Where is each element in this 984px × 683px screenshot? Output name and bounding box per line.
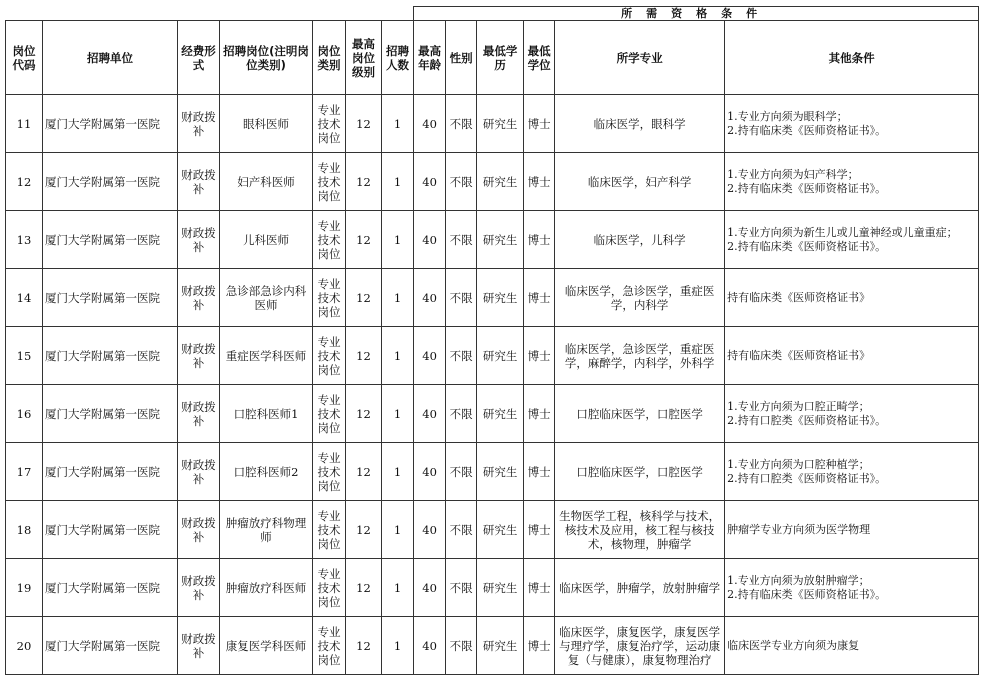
cell-gender: 不限: [446, 211, 477, 269]
cell-category: 专业技术岗位: [313, 501, 346, 559]
cell-gender: 不限: [446, 269, 477, 327]
cell-education: 研究生: [477, 501, 524, 559]
cell-unit: 厦门大学附属第一医院: [43, 501, 178, 559]
cell-age: 40: [414, 327, 446, 385]
cell-category: 专业技术岗位: [313, 327, 346, 385]
cell-code: 13: [6, 211, 43, 269]
cell-unit: 厦门大学附属第一医院: [43, 617, 178, 675]
cell-category: 专业技术岗位: [313, 153, 346, 211]
cell-level: 12: [346, 501, 382, 559]
cell-age: 40: [414, 385, 446, 443]
cell-level: 12: [346, 269, 382, 327]
cell-level: 12: [346, 211, 382, 269]
column-header-code: 岗位代码: [6, 21, 43, 95]
cell-degree: 博士: [524, 269, 555, 327]
cell-age: 40: [414, 617, 446, 675]
other-condition-line: 持有临床类《医师资格证书》: [727, 348, 871, 362]
column-header-count: 招聘人数: [382, 21, 414, 95]
table-row: [6, 269, 979, 327]
cell-code: 18: [6, 501, 43, 559]
cell-count: 1: [382, 559, 414, 617]
column-header-education: 最低学历: [477, 21, 524, 95]
cell-education: 研究生: [477, 95, 524, 153]
table-body: [6, 95, 979, 675]
cell-level: 12: [346, 443, 382, 501]
cell-gender: 不限: [446, 559, 477, 617]
cell-category: 专业技术岗位: [313, 95, 346, 153]
cell-fund: 财政拨补: [178, 95, 220, 153]
column-header-gender: 性别: [446, 21, 477, 95]
column-header-position: 招聘岗位(注明岗位类别): [220, 21, 313, 95]
cell-category: 专业技术岗位: [313, 385, 346, 443]
other-condition-line: 2.持有临床类《医师资格证书》。: [727, 239, 887, 253]
cell-fund: 财政拨补: [178, 269, 220, 327]
other-condition-line: 1.专业方向须为妇产科学；: [727, 167, 859, 181]
cell-unit: 厦门大学附属第一医院: [43, 327, 178, 385]
cell-position: 儿科医师: [220, 211, 313, 269]
table-row: [6, 95, 979, 153]
cell-level: 12: [346, 95, 382, 153]
cell-code: 11: [6, 95, 43, 153]
cell-other: [725, 385, 979, 443]
cell-level: 12: [346, 617, 382, 675]
table-row: [6, 559, 979, 617]
cell-age: 40: [414, 211, 446, 269]
cell-position: 口腔科医师1: [220, 385, 313, 443]
cell-unit: 厦门大学附属第一医院: [43, 443, 178, 501]
cell-category: 专业技术岗位: [313, 443, 346, 501]
cell-education: 研究生: [477, 327, 524, 385]
cell-major: 临床医学，急诊医学，重症医学，麻醉学，内科学，外科学: [555, 327, 725, 385]
cell-major: 口腔临床医学，口腔医学: [555, 385, 725, 443]
column-header-row: [6, 21, 979, 95]
cell-education: 研究生: [477, 559, 524, 617]
cell-unit: 厦门大学附属第一医院: [43, 153, 178, 211]
cell-degree: 博士: [524, 559, 555, 617]
cell-degree: 博士: [524, 617, 555, 675]
cell-degree: 博士: [524, 327, 555, 385]
cell-major: 临床医学，眼科学: [555, 95, 725, 153]
other-condition-line: 2.持有口腔类《医师资格证书》。: [727, 471, 887, 485]
cell-age: 40: [414, 501, 446, 559]
cell-degree: 博士: [524, 211, 555, 269]
cell-education: 研究生: [477, 617, 524, 675]
cell-education: 研究生: [477, 269, 524, 327]
cell-count: 1: [382, 385, 414, 443]
column-header-level: 最高岗位级别: [346, 21, 382, 95]
cell-count: 1: [382, 327, 414, 385]
cell-education: 研究生: [477, 385, 524, 443]
cell-fund: 财政拨补: [178, 617, 220, 675]
other-condition-line: 2.持有临床类《医师资格证书》。: [727, 123, 887, 137]
cell-level: 12: [346, 559, 382, 617]
column-header-fund: 经费形式: [178, 21, 220, 95]
cell-code: 14: [6, 269, 43, 327]
cell-count: 1: [382, 95, 414, 153]
cell-fund: 财政拨补: [178, 211, 220, 269]
cell-gender: 不限: [446, 443, 477, 501]
cell-position: 眼科医师: [220, 95, 313, 153]
header-blank: [6, 7, 414, 21]
cell-category: 专业技术岗位: [313, 617, 346, 675]
cell-education: 研究生: [477, 443, 524, 501]
cell-other: [725, 95, 979, 153]
cell-unit: 厦门大学附属第一医院: [43, 269, 178, 327]
cell-gender: 不限: [446, 95, 477, 153]
cell-other: [725, 443, 979, 501]
cell-other: [725, 327, 979, 385]
qualification-group-header: 所需资格条件: [414, 7, 979, 21]
cell-position: 急诊部急诊内科医师: [220, 269, 313, 327]
cell-major: 生物医学工程，核科学与技术，核技术及应用，核工程与核技术，核物理，肿瘤学: [555, 501, 725, 559]
other-condition-line: 2.持有临床类《医师资格证书》。: [727, 181, 887, 195]
cell-count: 1: [382, 211, 414, 269]
cell-count: 1: [382, 617, 414, 675]
cell-age: 40: [414, 95, 446, 153]
cell-degree: 博士: [524, 95, 555, 153]
cell-position: 口腔科医师2: [220, 443, 313, 501]
cell-code: 16: [6, 385, 43, 443]
cell-major: 临床医学，儿科学: [555, 211, 725, 269]
cell-degree: 博士: [524, 501, 555, 559]
cell-major: 临床医学，急诊医学，重症医学，内科学: [555, 269, 725, 327]
cell-other: [725, 559, 979, 617]
cell-age: 40: [414, 443, 446, 501]
cell-age: 40: [414, 269, 446, 327]
cell-other: [725, 153, 979, 211]
cell-major: 临床医学，肿瘤学，放射肿瘤学: [555, 559, 725, 617]
cell-position: 妇产科医师: [220, 153, 313, 211]
cell-level: 12: [346, 327, 382, 385]
cell-gender: 不限: [446, 153, 477, 211]
column-header-age: 最高年龄: [414, 21, 446, 95]
cell-age: 40: [414, 153, 446, 211]
cell-gender: 不限: [446, 617, 477, 675]
cell-level: 12: [346, 153, 382, 211]
cell-level: 12: [346, 385, 382, 443]
other-condition-line: 2.持有临床类《医师资格证书》。: [727, 587, 887, 601]
cell-fund: 财政拨补: [178, 443, 220, 501]
cell-code: 12: [6, 153, 43, 211]
other-condition-line: 持有临床类《医师资格证书》: [727, 290, 871, 304]
cell-education: 研究生: [477, 153, 524, 211]
cell-major: 临床医学，妇产科学: [555, 153, 725, 211]
cell-other: [725, 211, 979, 269]
column-header-category: 岗位类别: [313, 21, 346, 95]
column-header-other: 其他条件: [725, 21, 979, 95]
table-row: [6, 617, 979, 675]
cell-count: 1: [382, 153, 414, 211]
cell-fund: 财政拨补: [178, 501, 220, 559]
table-row: [6, 385, 979, 443]
cell-fund: 财政拨补: [178, 327, 220, 385]
cell-code: 19: [6, 559, 43, 617]
cell-gender: 不限: [446, 501, 477, 559]
column-header-degree: 最低学位: [524, 21, 555, 95]
cell-code: 20: [6, 617, 43, 675]
cell-position: 肿瘤放疗科物理师: [220, 501, 313, 559]
cell-count: 1: [382, 501, 414, 559]
column-header-unit: 招聘单位: [43, 21, 178, 95]
cell-count: 1: [382, 269, 414, 327]
other-condition-line: 1.专业方向须为放射肿瘤学；: [727, 573, 870, 587]
cell-degree: 博士: [524, 153, 555, 211]
table-row: [6, 327, 979, 385]
cell-degree: 博士: [524, 443, 555, 501]
cell-category: 专业技术岗位: [313, 269, 346, 327]
cell-age: 40: [414, 559, 446, 617]
cell-fund: 财政拨补: [178, 559, 220, 617]
cell-fund: 财政拨补: [178, 385, 220, 443]
cell-major: 临床医学，康复医学，康复医学与理疗学，康复治疗学，运动康复（与健康），康复物理治疗: [555, 617, 725, 675]
cell-education: 研究生: [477, 211, 524, 269]
other-condition-line: 1.专业方向须为口腔正畸学；: [727, 399, 870, 413]
cell-other: [725, 501, 979, 559]
cell-gender: 不限: [446, 327, 477, 385]
cell-count: 1: [382, 443, 414, 501]
other-condition-line: 肿瘤学专业方向须为医学物理: [727, 522, 871, 536]
table-row: [6, 501, 979, 559]
cell-position: 康复医学科医师: [220, 617, 313, 675]
cell-category: 专业技术岗位: [313, 211, 346, 269]
cell-unit: 厦门大学附属第一医院: [43, 95, 178, 153]
cell-position: 肿瘤放疗科医师: [220, 559, 313, 617]
cell-unit: 厦门大学附属第一医院: [43, 559, 178, 617]
cell-other: [725, 617, 979, 675]
cell-degree: 博士: [524, 385, 555, 443]
other-condition-line: 临床医学专业方向须为康复: [727, 638, 860, 652]
other-condition-line: 2.持有口腔类《医师资格证书》。: [727, 413, 887, 427]
table-row: [6, 153, 979, 211]
cell-gender: 不限: [446, 385, 477, 443]
other-condition-line: 1.专业方向须为口腔种植学；: [727, 457, 870, 471]
column-header-major: 所学专业: [555, 21, 725, 95]
cell-code: 15: [6, 327, 43, 385]
table-row: [6, 211, 979, 269]
cell-position: 重症医学科医师: [220, 327, 313, 385]
cell-other: [725, 269, 979, 327]
other-condition-line: 1.专业方向须为新生儿或儿童神经或儿童重症；: [727, 225, 958, 239]
table-row: [6, 443, 979, 501]
cell-unit: 厦门大学附属第一医院: [43, 211, 178, 269]
cell-major: 口腔临床医学，口腔医学: [555, 443, 725, 501]
cell-category: 专业技术岗位: [313, 559, 346, 617]
cell-code: 17: [6, 443, 43, 501]
cell-fund: 财政拨补: [178, 153, 220, 211]
recruitment-table: [5, 6, 979, 675]
other-condition-line: 1.专业方向须为眼科学；: [727, 109, 848, 123]
cell-unit: 厦门大学附属第一医院: [43, 385, 178, 443]
